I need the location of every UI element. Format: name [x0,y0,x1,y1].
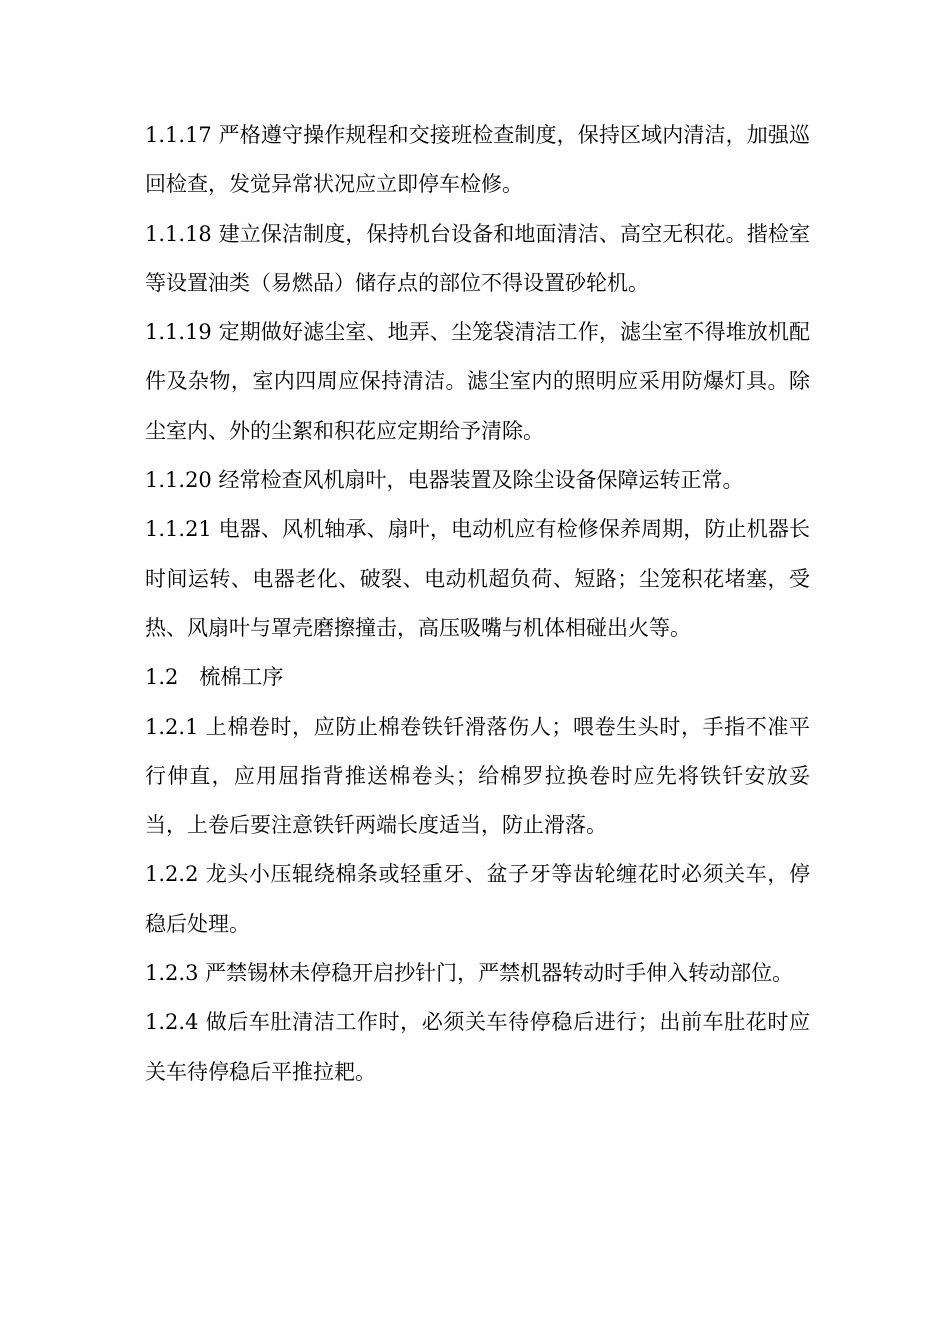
paragraph-1-1-18: 1.1.18 建立保洁制度，保持机台设备和地面清洁、高空无积花。揩检室等设置油类（易燃品）储存点的部位不得设置砂轮机。 [145,221,810,295]
paragraph-1-1-17: 1.1.17 严格遵守操作规程和交接班检查制度，保持区域内清洁，加强巡回检查，发觉异常状况应立即停车检修。 [145,123,810,197]
paragraph-1-2-2: 1.2.2 龙头小压辊绕棉条或轻重牙、盆子牙等齿轮缠花时必须关车，停稳后处理。 [145,862,810,936]
paragraph-1-1-19: 1.1.19 定期做好滤尘室、地弄、尘笼袋清洁工作，滤尘室不得堆放机配件及杂物，室内四周应保持清洁。滤尘室内的照明应采用防爆灯具。除尘室内、外的尘絮和积花应定期给予清除。 [145,320,810,443]
paragraph-1-1-21: 1.1.21 电器、风机轴承、扇叶，电动机应有检修保养周期，防止机器长时间运转、电器老化、破裂、电动机超负荷、短路；尘笼积花堵塞，受热、风扇叶与罩壳磨擦撞击，高压吸嘴与机体相碰出火等。 [145,517,810,640]
paragraph-1-2-3: 1.2.3 严禁锡林未停稳开启抄针门，严禁机器转动时手伸入转动部位。 [145,961,794,986]
section-heading-1-2: 1.2 梳棉工序 [145,665,284,690]
paragraph-1-2-1: 1.2.1 上棉卷时，应防止棉卷铁钎滑落伤人；喂卷生头时，手指不准平行伸直，应用屈指背推送棉卷头；给棉罗拉换卷时应先将铁钎安放妥当，上卷后要注意铁钎两端长度适当，防止滑落。 [145,714,810,838]
paragraph-1-1-20: 1.1.20 经常检查风机扇叶，电器装置及除尘设备保障运转正常。 [145,468,744,493]
paragraph-1-2-4: 1.2.4 做后车肚清洁工作时，必须关车待停稳后进行；出前车肚花时应关车待停稳后平推拉耙。 [145,1010,810,1084]
document-body [145,111,810,1097]
